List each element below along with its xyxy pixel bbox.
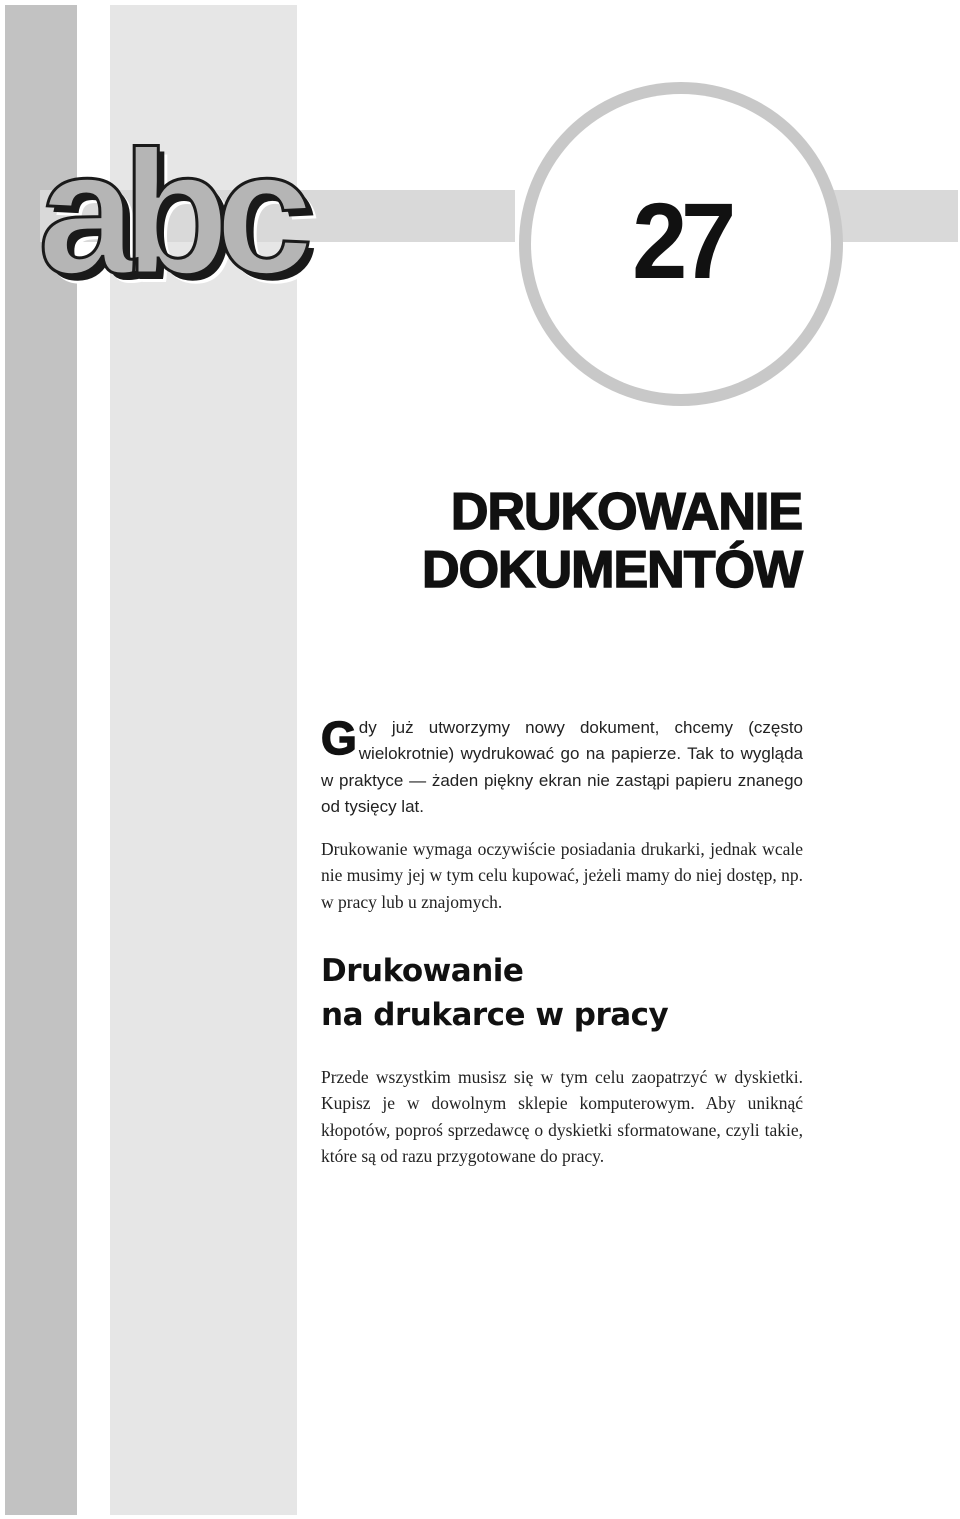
section-heading <box>321 949 803 1037</box>
chapter-number: 27 <box>632 180 730 301</box>
intro-paragraph-1 <box>321 712 803 820</box>
chapter-body <box>321 712 803 1185</box>
drop-cap: G <box>321 712 357 764</box>
abc-logo <box>38 115 368 311</box>
section-paragraph: Przede wszystkim musisz się w tym celu zaopatrzyć w dyskietki. Kupisz je w dowolnym sklepie komputerowym. Aby uniknąć kłopotów, poproś sprzedawcę o dyskietki sformatowane, czyli takie, które są od razu przygotowane do pracy. <box>321 1067 803 1166</box>
section-heading-line-1: Drukowanie <box>321 953 524 990</box>
logo-text: abc <box>38 115 300 311</box>
chapter-title <box>422 483 802 599</box>
intro-paragraph-2: Drukowanie wymaga oczywiście posiadania drukarki, jednak wcale nie musimy jej w tym celu kupować, jeżeli mamy do niej dostęp, np. w pracy lub u znajomych. <box>321 839 803 912</box>
header-bar-right <box>832 190 958 242</box>
chapter-title-line-2: DOKUMENTÓW <box>422 541 802 599</box>
chapter-title-line-1: DRUKOWANIE <box>450 483 802 541</box>
intro-paragraph-1-text: dy już utworzymy nowy dokument, chcemy (często wielokrotnie) wydrukować go na papierze. Tak to wygląda w praktyce — żaden piękny ekran nie zastąpi papieru znanego od tysięcy lat. <box>321 718 803 816</box>
section-heading-line-2: na drukarce w pracy <box>321 997 669 1034</box>
